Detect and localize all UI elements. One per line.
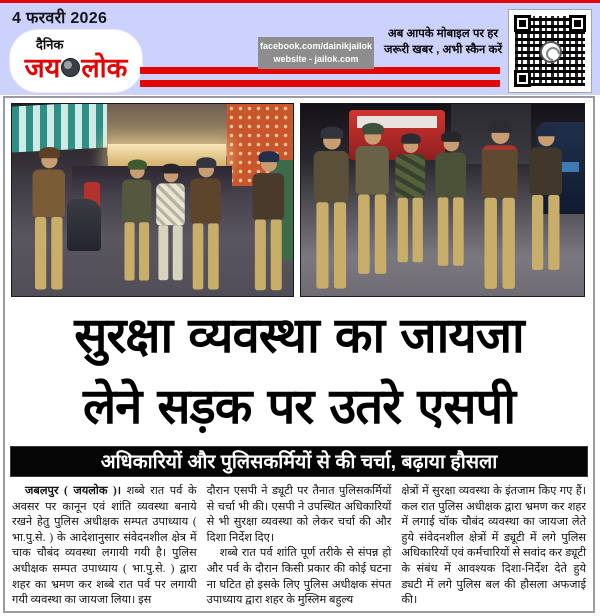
logo-name-right: लोक <box>81 53 128 83</box>
police-officer <box>527 130 565 270</box>
qr-finder-icon <box>514 70 531 87</box>
masthead-rule-bottom <box>140 80 500 87</box>
globe-icon <box>61 58 80 77</box>
police-officer <box>393 138 428 262</box>
police-officer <box>120 164 154 280</box>
body-column-2: दौरान एसपी ने ड्यूटी पर तैनात पुलिसकर्मियों से चर्चा भी की। एसपी ने उपस्थित अधिकारियों से भी सुरक्षा व्यवस्था को लेकर चर्चा की और दिशा निर्देश दिए। शब्बे रात पर्व शांति पूर्ण तरीके से संपन्न हो और पर्व के दौरान किसी प्रकार की कोई घटना ना घटित हो इसके लिए पुलिस अधीक्षक संपत उपाध्याय द्वारा शहर के मुस्लिम बहुल्य <box>206 485 392 607</box>
parked-motorcycle <box>67 199 101 251</box>
police-officer <box>311 132 352 289</box>
website-url: website - jailok.com <box>273 54 359 64</box>
article-body <box>12 484 586 609</box>
photo-night-market-inspection <box>11 103 294 297</box>
logo-tagline: दैनिक <box>36 37 64 52</box>
logo-name <box>10 51 142 85</box>
qr-finder-icon <box>569 15 586 32</box>
qr-code <box>508 9 592 93</box>
article-headline <box>5 300 593 442</box>
photo-police-patrol <box>300 103 585 297</box>
sp-officer <box>188 162 223 289</box>
logo-name-left: जय <box>24 53 61 83</box>
masthead <box>0 3 600 95</box>
headline-line2: लेने सड़क पर उतरे एसपी <box>82 378 516 435</box>
edition-date: 4 फरवरी 2026 <box>12 10 108 27</box>
dateline: जबलपुर ( जयलोक )। <box>25 485 122 497</box>
article-subheadline: अधिकारियों और पुलिसकर्मियों से की चर्चा, बढ़ाया हौसला <box>10 446 588 477</box>
headline-line1: सुरक्षा व्यवस्था का जायजा <box>74 307 524 364</box>
body-column-3: क्षेत्रों में सुरक्षा व्यवस्था के इंतजाम किए गए हैं। कल रात पुलिस अधीक्षक द्वारा भ्रमण कर शहर में लगाई चॉक चौबंद व्यवस्था का जायजा लेते हुये संवेदनशील क्षेत्रों में ड्यूटी में लगे पुलिस अधिकारियों एवं कर्मचारियों से सवांद कर ड्यूटी के संबंध में आवश्यक दिशा-निर्देश देते हुये ड्यटी में लगे पुलिस बल की हौसला अफजाई की। <box>401 485 587 607</box>
market-canopy <box>12 103 107 152</box>
whatsapp-icon <box>540 41 562 63</box>
facebook-url: facebook.com/dainikjailok <box>259 41 373 51</box>
police-officer <box>250 156 287 290</box>
newspaper-logo <box>10 30 142 92</box>
qr-finder-icon <box>514 15 531 32</box>
article-frame <box>3 96 595 613</box>
police-officer <box>433 136 468 266</box>
officer-on-phone <box>479 126 520 289</box>
police-officer <box>30 152 68 290</box>
police-officer <box>353 128 391 274</box>
civilian-traditional-dress <box>154 168 187 280</box>
social-links-box <box>258 37 374 69</box>
body-column-1: जबलपुर ( जयलोक )। शब्बे रात पर्व के अवसर पर कानून एवं शांति व्यवस्था बनाये रखने हेतु पुलिस अधीक्षक सम्पत उपाध्याय ( भा.पु.से. ) के आदेशानुसार संवेदनशील क्षेत्र में चाक चौबंद व्यवस्था लगायी गयी है। पुलिस अधीक्षक सम्पत उपाध्याय ( भा.पु.से. ) द्वारा शहर का भ्रमण कर शब्बे रात पर्व पर लगायी गयी व्यवस्था का जायजा लिया। इस <box>12 485 197 607</box>
scan-promo-text: अब आपके मोबाइल पर हर जरूरी खबर , अभी स्कैन करें <box>383 28 503 56</box>
